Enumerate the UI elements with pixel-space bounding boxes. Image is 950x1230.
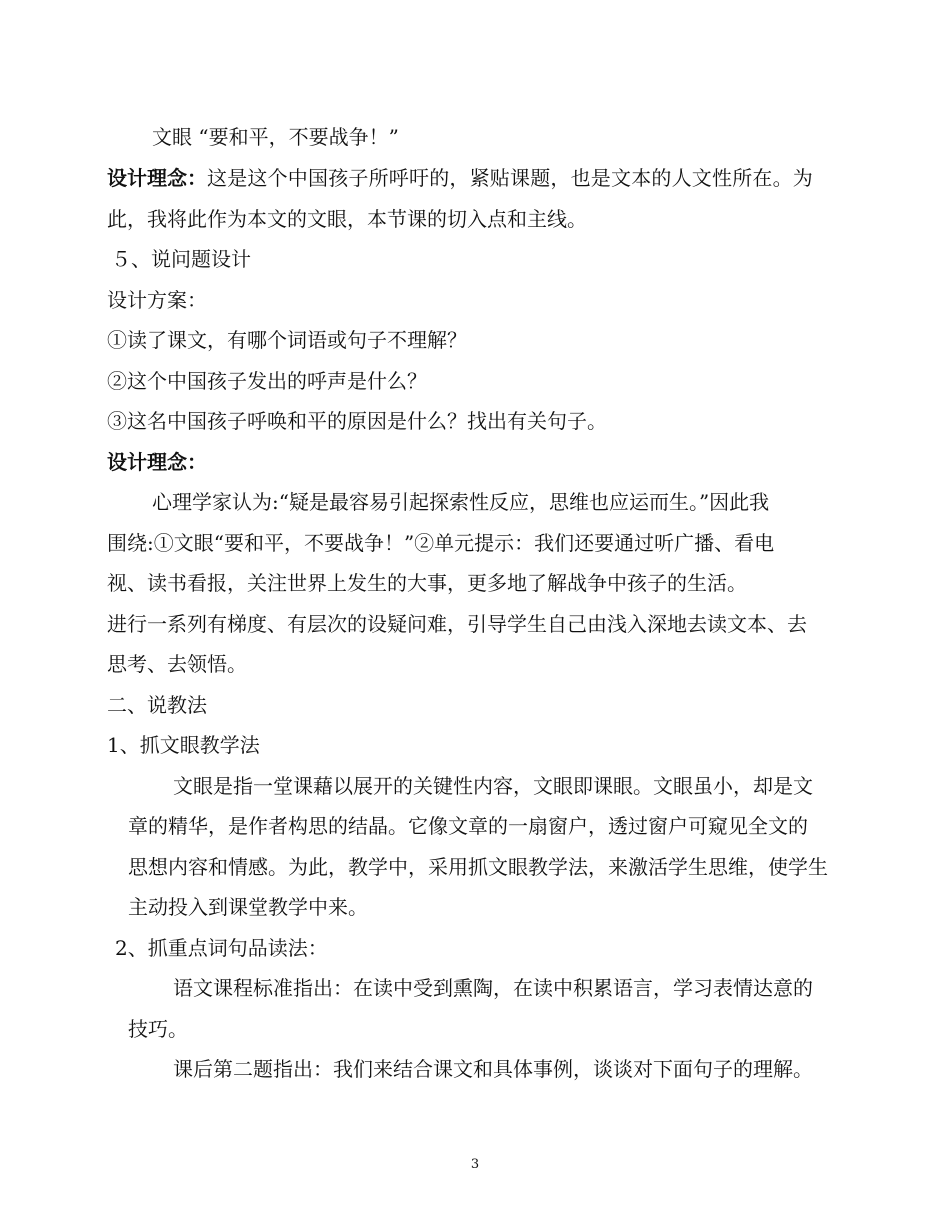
wenyan-line: 文眼 “要和平，不要战争！” <box>152 125 399 149</box>
question-item: ③这名中国孩子呼唤和平的原因是什么？找出有关句子。 <box>107 409 607 433</box>
paragraph-text: 技巧。 <box>128 1017 188 1041</box>
paragraph-text: 主动投入到课堂教学中来。 <box>128 895 368 919</box>
section-heading: ５、说问题设计 <box>111 247 251 271</box>
paragraph-text: 语文课程标准指出：在读中受到熏陶，在读中积累语言，学习表情达意的 <box>173 976 813 1000</box>
page-number: 3 <box>470 1157 480 1172</box>
section-heading: 二、说教法 <box>107 693 207 717</box>
paragraph-text: 心理学家认为:“疑是最容易引起探索性反应，思维也应运而生。”因此我 <box>152 490 770 514</box>
question-item: ①读了课文，有哪个词语或句子不理解？ <box>107 328 467 352</box>
paragraph-text: 文眼是指一堂课藉以展开的关键性内容，文眼即课眼。文眼虽小，却是文 <box>173 774 813 798</box>
method-heading: 2、抓重点词句品读法： <box>115 936 328 960</box>
question-item: ②这个中国孩子发出的呼声是什么？ <box>107 369 427 393</box>
design-concept-paragraph-2 <box>107 449 207 475</box>
paragraph-text: 这是这个中国孩子所呼吁的，紧贴课题，也是文本的人文性所在。为 <box>207 166 813 190</box>
paragraph-text: 视、读书看报，关注世界上发生的大事，更多地了解战争中孩子的生活。 <box>107 571 747 595</box>
paragraph-text: 章的精华，是作者构思的结晶。它像文章的一扇窗户，透过窗户可窥见全文的 <box>128 814 808 838</box>
design-concept-label: 设计理念： <box>107 166 207 190</box>
paragraph-text: 课后第二题指出：我们来结合课文和具体事例，谈谈对下面句子的理解。 <box>173 1057 813 1081</box>
design-concept-label: 设计理念： <box>107 450 207 474</box>
paragraph-text: 思考、去领悟。 <box>107 652 247 676</box>
paragraph-text: 进行一系列有梯度、有层次的设疑问难，引导学生自己由浅入深地去读文本、去 <box>107 612 807 636</box>
paragraph-text: 此，我将此作为本文的文眼，本节课的切入点和主线。 <box>107 207 587 231</box>
design-concept-paragraph-1 <box>107 165 813 191</box>
paragraph-text: 围绕:①文眼“要和平，不要战争！”②单元提示：我们还要通过听广播、看电 <box>107 531 775 555</box>
design-plan-label: 设计方案： <box>107 288 207 312</box>
paragraph-text: 思想内容和情感。为此，教学中，采用抓文眼教学法，来激活学生思维，使学生 <box>128 855 828 879</box>
method-heading: 1、抓文眼教学法 <box>107 733 260 757</box>
